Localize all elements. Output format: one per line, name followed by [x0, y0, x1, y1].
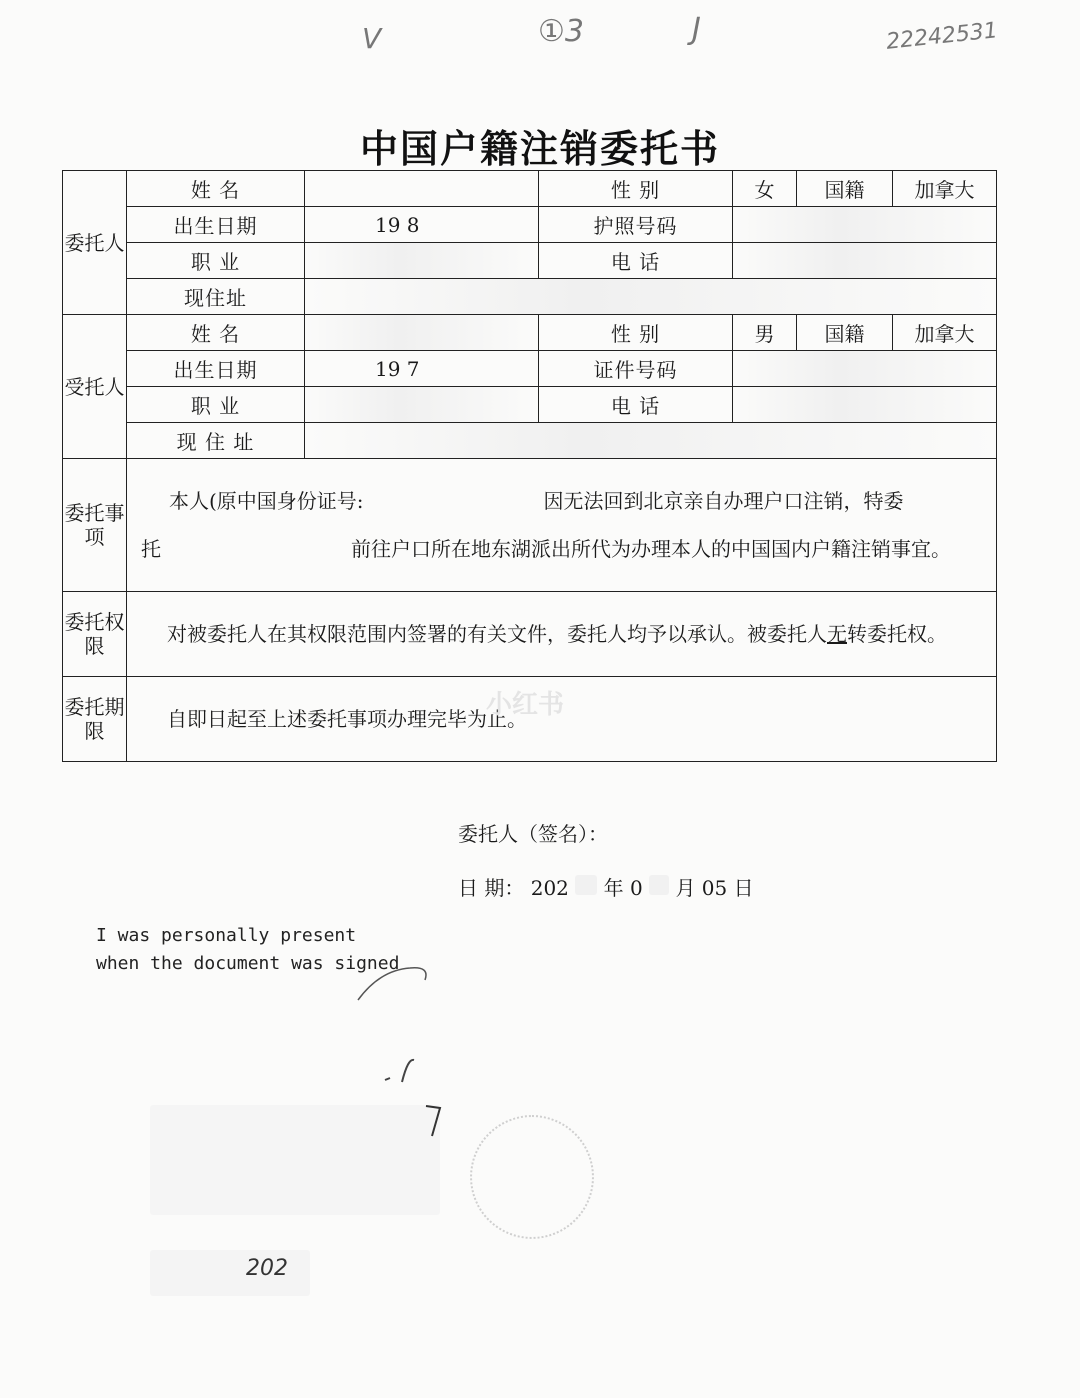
- principal-address-label: 现住址: [127, 279, 305, 315]
- authorization-form-table: [62, 170, 997, 762]
- authority-row: [63, 592, 997, 677]
- matters-text-c: 托: [141, 537, 161, 561]
- footer-date: 202: [246, 1256, 288, 1281]
- notary-line-1: I was personally present: [96, 925, 357, 946]
- handwritten-reference-number: 22242531: [885, 18, 999, 55]
- principal-occupation-row: [63, 243, 997, 279]
- agent-occupation-row: [63, 387, 997, 423]
- agent-address-row: [63, 423, 997, 459]
- matters-text-b: 因无法回到北京亲自办理户口注销，特委: [543, 489, 904, 513]
- principal-nationality-label: 国籍: [797, 171, 893, 207]
- agent-phone-label: 电 话: [539, 387, 733, 423]
- period-text: 自即日起至上述委托事项办理完毕为止。: [167, 707, 527, 731]
- principal-passport-value: [733, 207, 997, 243]
- notary-signature-scribble: [350, 960, 450, 1010]
- period-label: 委托期限: [63, 677, 127, 762]
- agent-address-value: [305, 423, 997, 459]
- authority-text-underlined: 无: [827, 622, 847, 646]
- matters-row: [63, 459, 997, 592]
- principal-address-row: [63, 279, 997, 315]
- document-title: 中国户籍注销委托书: [359, 126, 720, 171]
- matters-text-a: 本人(原中国身份证号:: [169, 489, 364, 513]
- agent-nationality-label: 国籍: [797, 315, 893, 351]
- principal-name-label: 姓 名: [127, 171, 305, 207]
- principal-name-value: [305, 171, 539, 207]
- agent-name-label: 姓 名: [127, 315, 305, 351]
- agent-name-value: [305, 315, 539, 351]
- handwritten-mark: ①3: [538, 14, 584, 49]
- matters-label: 委托事项: [63, 459, 127, 592]
- agent-id-label: 证件号码: [539, 351, 733, 387]
- notary-line-2: when the document was signed: [96, 953, 400, 974]
- handwritten-check-mark: V: [362, 22, 382, 55]
- principal-dob-value: 19 8: [305, 207, 539, 243]
- agent-nationality-value: 加拿大: [893, 315, 997, 351]
- authority-text-a: 对被委托人在其权限范围内签署的有关文件，委托人均予以承认。被委托人: [167, 622, 827, 646]
- principal-section-label: 委托人: [63, 171, 127, 315]
- principal-gender-value: 女: [733, 171, 797, 207]
- principal-gender-label: 性 别: [539, 171, 733, 207]
- agent-address-label: 现 住 址: [127, 423, 305, 459]
- agent-occupation-label: 职 业: [127, 387, 305, 423]
- principal-address-value: [305, 279, 997, 315]
- principal-occupation-value: [305, 243, 539, 279]
- date-year: 202: [530, 876, 569, 900]
- principal-passport-label: 护照号码: [539, 207, 733, 243]
- principal-nationality-value: 加拿大: [893, 171, 997, 207]
- notary-stamp-redacted: [150, 1105, 440, 1215]
- principal-phone-value: [733, 243, 997, 279]
- agent-gender-label: 性 别: [539, 315, 733, 351]
- agent-name-row: [63, 315, 997, 351]
- principal-phone-label: 电 话: [539, 243, 733, 279]
- matters-text-d: 前往户口所在地东湖派出所代为办理本人的中国国内户籍注销事宜。: [351, 537, 951, 561]
- date-label: 日 期：: [458, 876, 525, 900]
- date-day: 05: [701, 876, 728, 900]
- date-day-char: 日: [733, 876, 754, 900]
- handwritten-mark: J: [692, 12, 701, 47]
- date-month-char: 月: [675, 876, 696, 900]
- authority-content: [127, 592, 997, 677]
- agent-gender-value: 男: [733, 315, 797, 351]
- stamp-mark: [420, 1100, 450, 1140]
- date-year-char: 年: [603, 876, 624, 900]
- date-month: 0: [629, 876, 643, 900]
- agent-dob-label: 出生日期: [127, 351, 305, 387]
- date-line: [458, 872, 754, 901]
- notary-seal: [470, 1115, 594, 1239]
- watermark-logo: 小红书: [486, 690, 565, 720]
- agent-occupation-value: [305, 387, 539, 423]
- agent-dob-row: [63, 351, 997, 387]
- agent-section-label: 受托人: [63, 315, 127, 459]
- authority-label: 委托权限: [63, 592, 127, 677]
- principal-dob-row: [63, 207, 997, 243]
- principal-dob-label: 出生日期: [127, 207, 305, 243]
- signature-label: 委托人（签名）：: [458, 822, 608, 846]
- principal-occupation-label: 职 业: [127, 243, 305, 279]
- signature-line: [458, 818, 608, 847]
- matters-content: [127, 459, 997, 592]
- principal-name-row: [63, 171, 997, 207]
- authority-text-b: 转委托权。: [847, 622, 947, 646]
- agent-phone-value: [733, 387, 997, 423]
- signature-mark: [380, 1050, 440, 1090]
- agent-dob-value: 19 7: [305, 351, 539, 387]
- agent-id-value: [733, 351, 997, 387]
